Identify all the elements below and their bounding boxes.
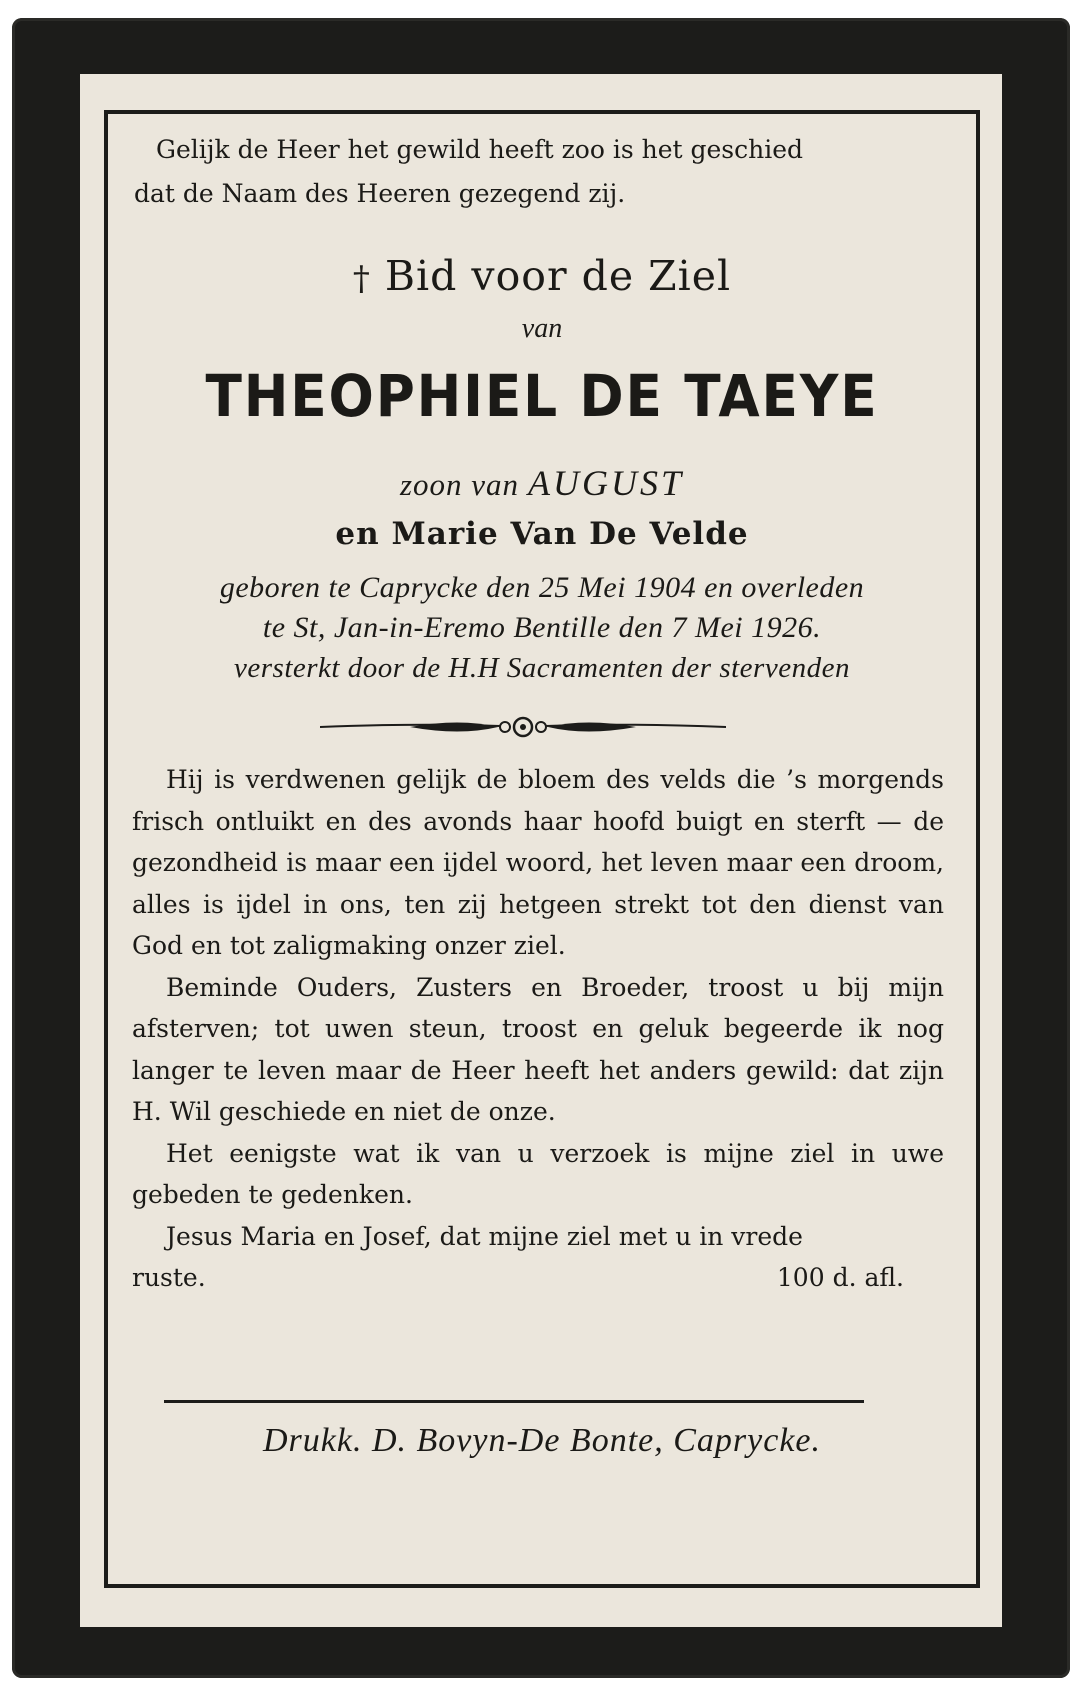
motto-line-1: Gelijk de Heer het gewild heeft zoo is het geschied: [156, 135, 804, 164]
paragraph-2: Beminde Ouders, Zusters en Broeder, troost u bij mijn afsterven; tot uwen steun, troost en geluk begeerde ik nog langer te leven maar de Heer heeft het anders gewild: dat zijn H. Wil geschiede en niet de onze.: [132, 972, 944, 1126]
paragraph-1: Hij is verdwenen gelijk de bloem des velds die ’s morgends frisch ontluikt en des avonds haar hoofd buigt en sterft — de gezondheid is maar een ijdel woord, het leven maar een droom, alles is ijdel in ons, ten zij hetgeen strekt tot den dienst van God en tot zaligmaking onzer ziel.: [132, 765, 944, 960]
van-label: van: [521, 313, 563, 344]
mourning-card: [12, 18, 1070, 1678]
prayer-text: Bid voor de Ziel: [384, 252, 732, 300]
paragraph-3: Het eenigste wat ik van u verzoek is mijne ziel in uwe gebeden te gedenken.: [132, 1138, 944, 1209]
birth-death-line-2: te St, Jan-in-Eremo Bentille den 7 Mei 1926.: [262, 611, 822, 644]
motto: [134, 128, 942, 216]
indulgence-note: 100 d. afl.: [776, 1263, 904, 1292]
paragraph-4: Jesus Maria en Josef, dat mijne ziel met u in vrede: [166, 1221, 803, 1251]
birth-death-line-1: geboren te Caprycke den 25 Mei 1904 en overleden: [219, 571, 865, 604]
deceased-name: THEOPHIEL DE TAEYE: [205, 362, 879, 430]
paragraph-4-end: ruste.: [132, 1263, 206, 1292]
divider-line: [164, 1400, 864, 1403]
memorial-text: [132, 759, 944, 1299]
ornament-divider-icon: [320, 714, 726, 740]
sacraments-line: versterkt door de H.H Sacramenten der stervenden: [234, 652, 850, 684]
mother-line: en Marie Van De Velde: [335, 516, 749, 552]
zoon-van-label: zoon van: [399, 467, 520, 502]
parent-line: [108, 462, 976, 504]
father-name: AUGUST: [528, 463, 685, 503]
printer-credit: Drukk. D. Bovyn-De Bonte, Caprycke.: [262, 1422, 821, 1459]
motto-line-2: dat de Naam des Heeren gezegend zij.: [134, 179, 626, 208]
closing-line: [132, 1257, 944, 1299]
cross-icon: †: [352, 259, 371, 299]
prayer-heading: [108, 252, 976, 300]
inner-frame: [104, 110, 980, 1588]
card-paper: [80, 74, 1002, 1627]
